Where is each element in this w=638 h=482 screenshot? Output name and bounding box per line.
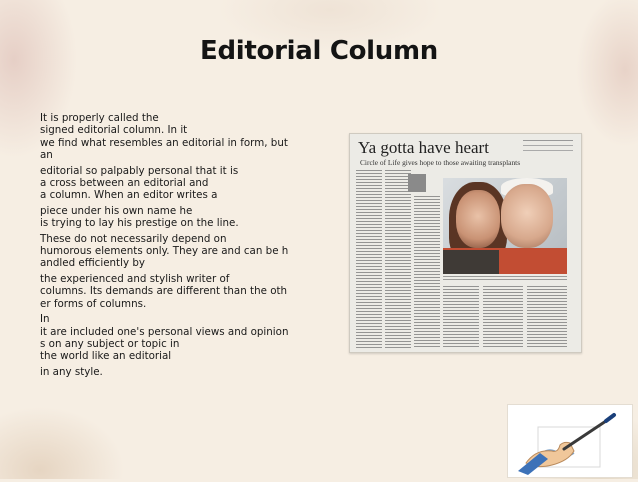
text-line: humorous elements only. They are and can be h [40,245,289,258]
paragraph [40,233,315,270]
text-line: in any style. [40,365,103,378]
newspaper-clipping-image [349,133,582,353]
text-line: it are included one's personal views and opinion [40,325,289,338]
paragraph [40,165,315,202]
article-column [356,170,382,348]
article-column [483,286,523,348]
text-line: andled efficiently by [40,257,145,270]
paragraph [40,112,315,162]
couple-photo [443,178,567,274]
article-column [414,196,440,348]
author-photo [408,174,426,192]
clipping-headline: Ya gotta have heart [358,138,489,157]
slide-title: Editorial Column [200,36,438,66]
text-line: It is properly called the [40,112,159,124]
article-column [385,170,411,348]
body-text [40,112,315,381]
text-line: columns. Its demands are different than the oth [40,285,288,298]
text-line: we find what resembles an editorial in form, but [40,136,288,149]
paragraph [40,273,315,310]
text-line: an [40,149,53,162]
text-line: editorial so palpably personal that it is [40,164,239,177]
clipping-subhead: Circle of Life gives hope to those awaiting transplants [360,158,521,167]
text-line: piece under his own name he [40,204,193,217]
article-column [527,286,567,348]
text-line: a cross between an editorial and [40,177,209,190]
text-line: In [40,313,50,326]
clipping-masthead [523,140,573,159]
paragraph [40,313,315,363]
text-line: a column. When an editor writes a [40,189,218,202]
article-column [443,286,479,348]
text-line: signed editorial column. In it [40,124,188,137]
pen-illustration [507,404,633,478]
text-line: the world like an editorial [40,350,172,363]
text-line: er forms of columns. [40,297,147,310]
paragraph [40,205,315,230]
text-line: s on any subject or topic in [40,337,180,350]
text-line: These do not necessarily depend on [40,232,227,245]
hand-writing-pen-icon [508,405,632,477]
text-line: the experienced and stylish writer of [40,272,230,285]
photo-caption [443,276,567,282]
paragraph [40,366,315,378]
text-line: is trying to lay his prestige on the line. [40,217,239,230]
